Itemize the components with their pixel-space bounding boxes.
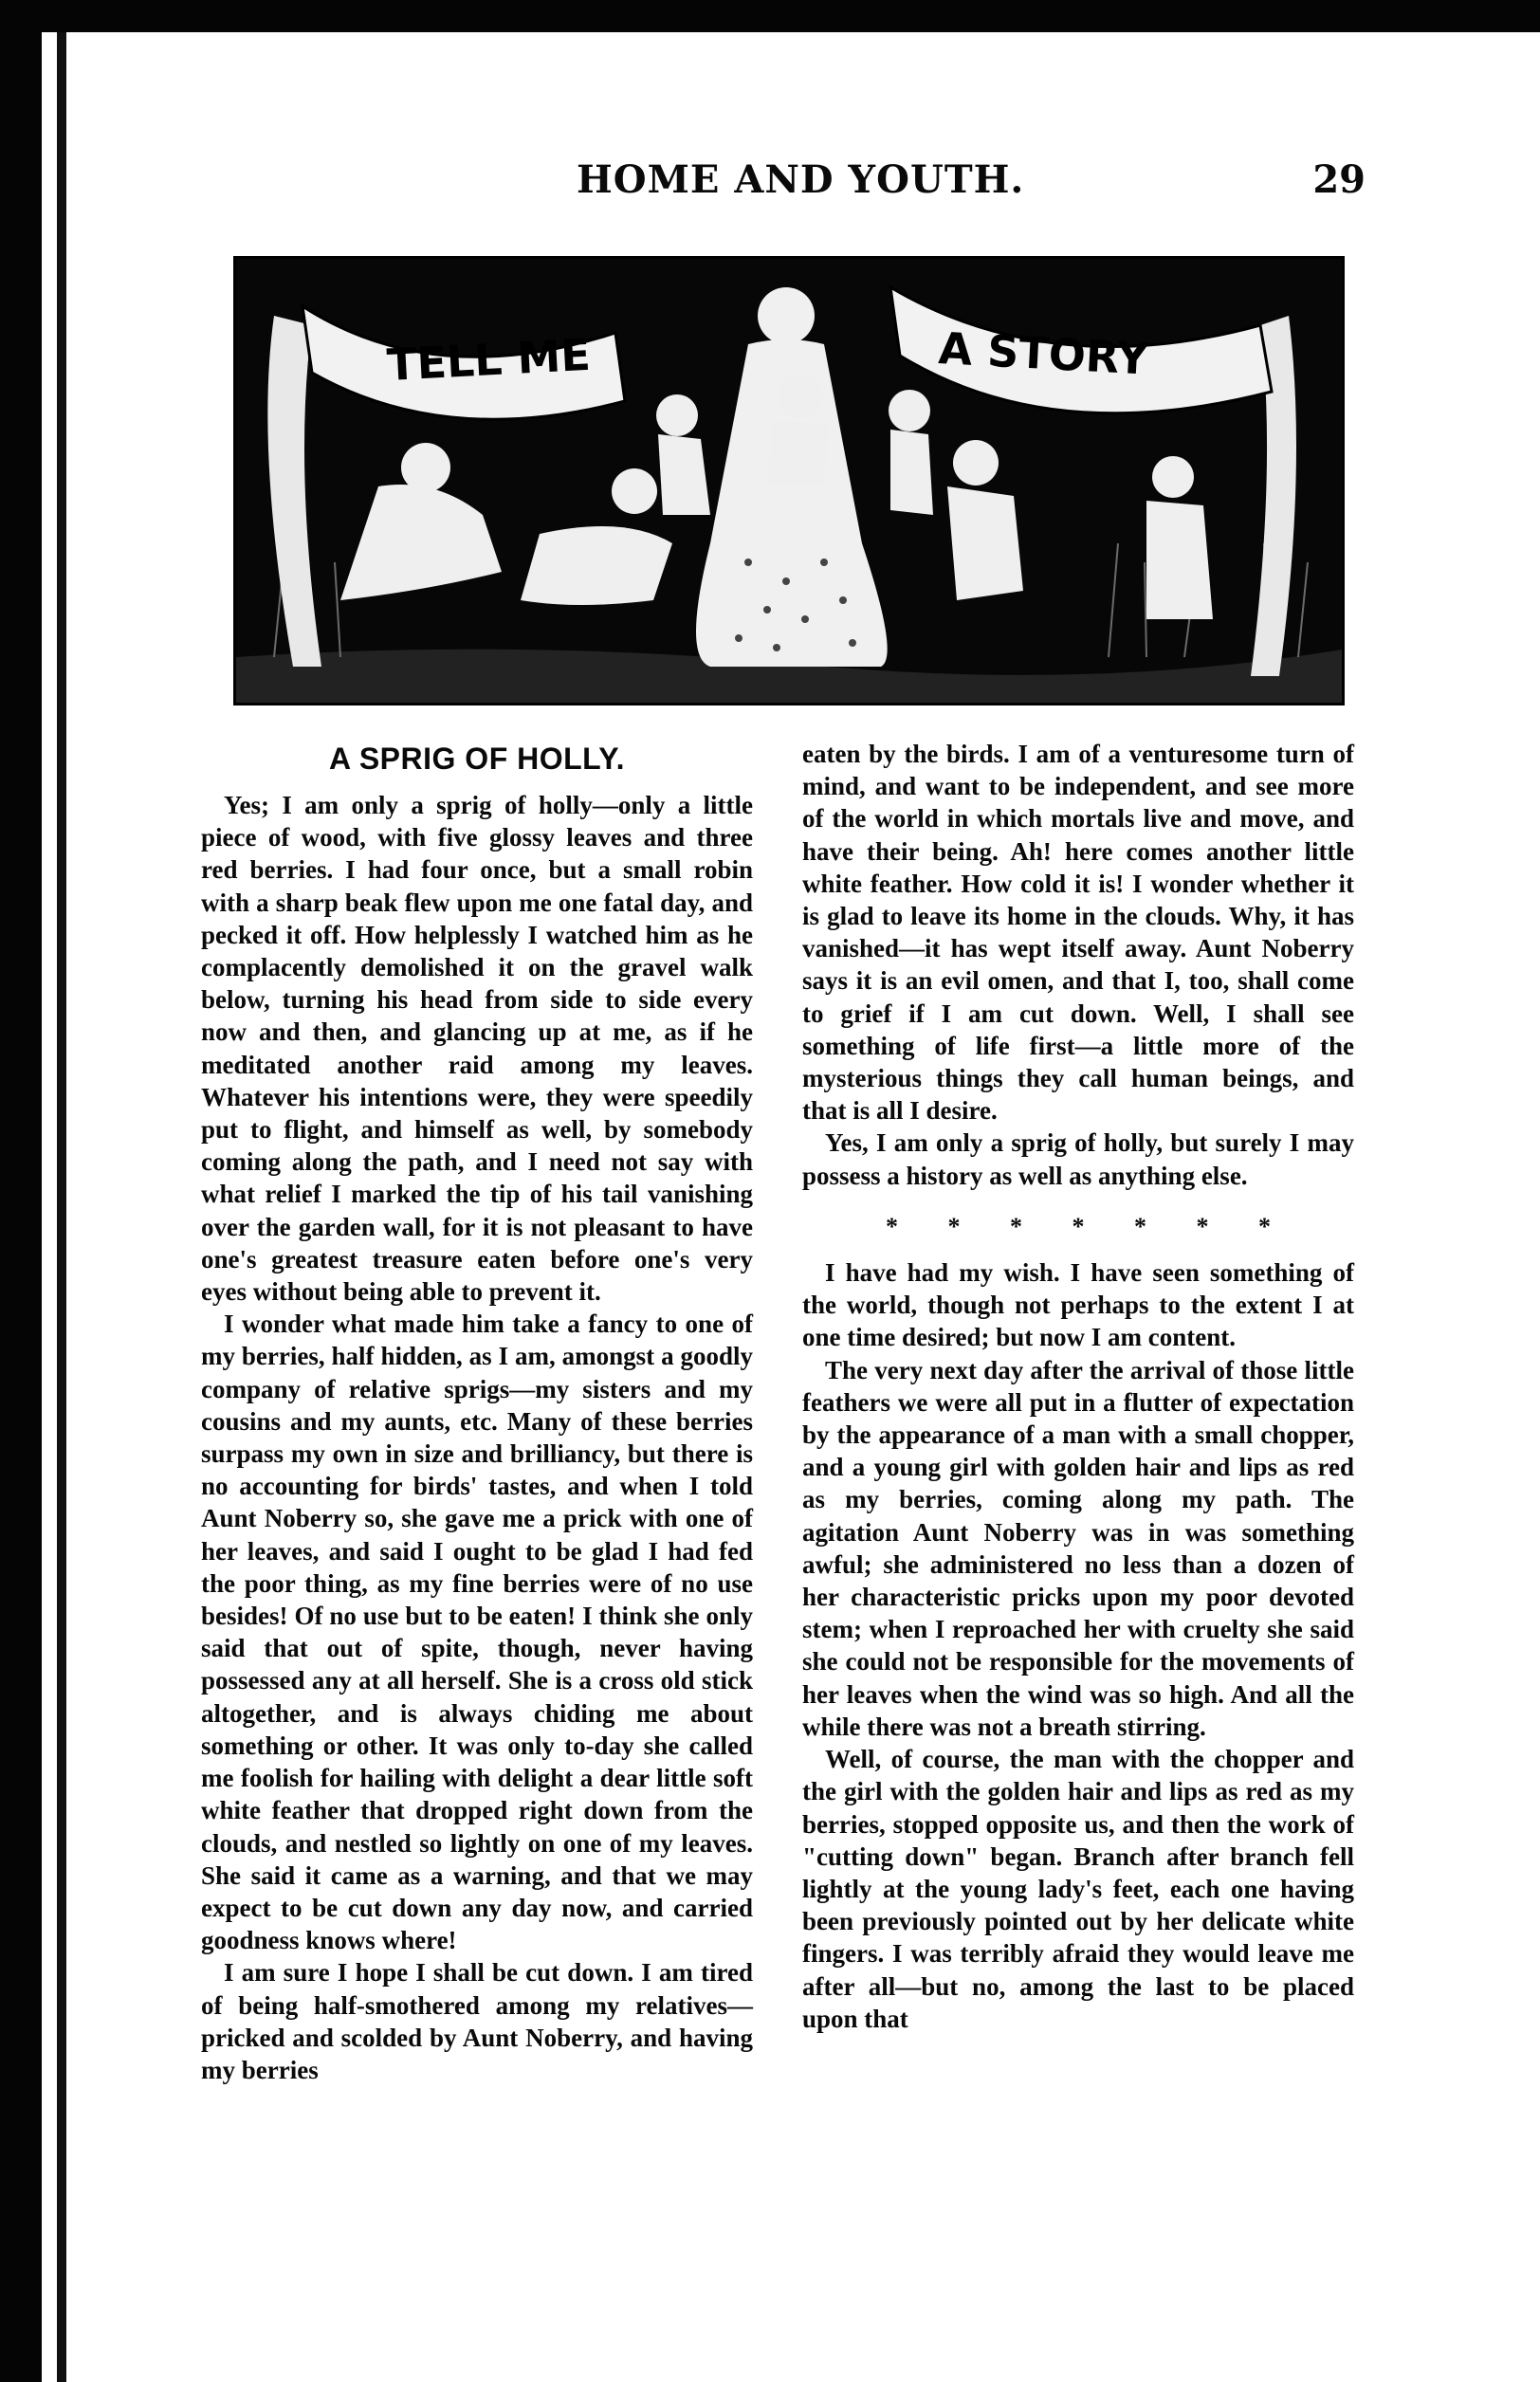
tell-me-a-story-illustration	[233, 256, 1345, 705]
right-column	[802, 738, 1354, 2035]
page-number: 29	[1312, 157, 1366, 202]
paragraph: I have had my wish. I have seen something of the world, though not perhaps to the extent I at one time desired; but now I am content.	[802, 1258, 1354, 1352]
paragraph: Well, of course, the man with the chopper and the girl with the golden hair and lips as red as my berries, stopped opposite us, and then the work of "cutting down" began. Branch after branch fell lightly at the young lady's feet, each one having been previously pointed out by her delicate white fingers. I was terribly afraid they would leave me after all—but no, among the last to be placed upon that	[802, 1745, 1354, 2033]
story-title: A SPRIG OF HOLLY.	[329, 742, 625, 776]
scan-left-border	[0, 0, 42, 2382]
left-banner-text: TELL ME	[385, 328, 592, 391]
paragraph: The very next day after the arrival of those little feathers we were all put in a flutter of expectation by the appearance of a man with a small chopper, and a young girl with golden hair and lips as red as my berries, coming along my path. The agitation Aunt Noberry was in was something awful; she administered no less than a dozen of her characteristic pricks upon my poor devoted stem; when I reproached her with cruelty she said she could not be responsible for the movements of her leaves when the wind was so high. And all the while there was not a breath stirring.	[802, 1355, 1354, 1741]
section-break: * * * * * * *	[886, 1212, 1271, 1240]
paragraph: Yes; I am only a sprig of holly—only a little piece of wood, with five glossy leaves and three red berries. I had four once, but a small robin with a sharp beak flew upon me one fatal day, and pecked it off. How helplessly I watched him as he complacently demolished it on the gravel walk below, turning his head from side to side every now and then, and glancing up at me, as if he meditated another raid among my leaves. Whatever his intentions were, they were speedily put to flight, and himself as well, by somebody coming along the path, and I need not say with what relief I marked the tip of his tail vanishing over the garden wall, for it is not pleasant to have one's greatest treasure eaten before one's very eyes without being able to prevent it.	[201, 791, 753, 1307]
running-head	[190, 157, 1366, 205]
paragraph: I wonder what made him take a fancy to one of my berries, half hidden, as I am, amongst a goodly company of relative sprigs—my sisters and my cousins and my aunts, etc. Many of these berries surpass my own in size and brilliancy, but there is no accounting for birds' tastes, and when I told Aunt Noberry so, she gave me a prick with one of her leaves, and said I ought to be glad I had fed the poor thing, as my fine berries were of no use besides! Of no use but to be eaten! I think she only said that out of spite, though, never having possessed any at all herself. She is a cross old stick altogether, and is always chiding me about something or other. It was only to-day she called me foolish for hailing with delight a dear little soft white feather that dropped right down from the clouds, and nestled so lightly on one of my leaves. She said it came as a warning, and that we may expect to be cut down any day now, and carried goodness knows where!	[201, 1310, 753, 1955]
paragraph: I am sure I hope I shall be cut down. I am tired of being half-smothered among my relatives—pricked and scolded by Aunt Noberry, and having my berries	[201, 1958, 753, 2084]
left-column	[201, 740, 753, 2086]
running-title: HOME AND YOUTH.	[577, 157, 1025, 202]
right-banner-text: A STORY	[937, 322, 1150, 385]
scan-top-border	[0, 0, 1540, 32]
page-edge-rule	[57, 32, 66, 2382]
paragraph: Yes, I am only a sprig of holly, but surely I may possess a history as well as anything else.	[802, 1128, 1354, 1190]
paragraph: eaten by the birds. I am of a venturesome turn of mind, and want to be independent, and see more of the world in which mortals live and move, and have their being. Ah! here comes another little white feather. How cold it is! I wonder whether it is glad to leave its home in the clouds. Why, it has vanished—it has wept itself away. Aunt Noberry says it is an evil omen, and that I, too, shall come to grief if I am cut down. Well, I shall see something of life first—a little more of the mysterious things they call human beings, and that is all I desire.	[802, 740, 1354, 1126]
